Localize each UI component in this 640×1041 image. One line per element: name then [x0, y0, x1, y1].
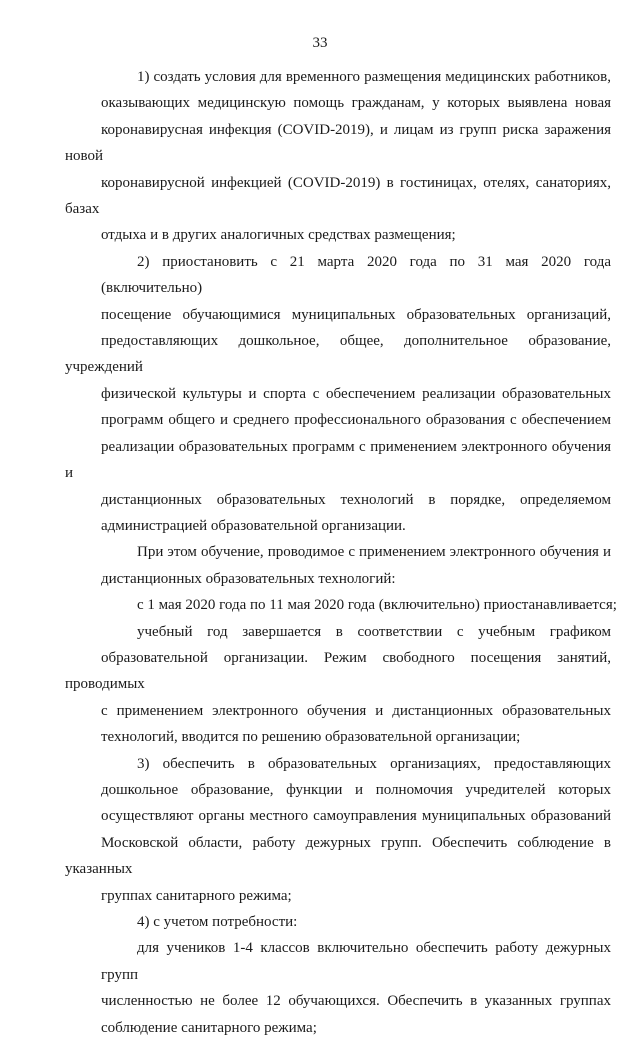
text-line: отдыха и в других аналогичных средствах размещения; — [101, 227, 456, 244]
text-line: программ общего и среднего профессионального образования с обеспечением — [101, 412, 611, 429]
text-line: При этом обучение, проводимое с применением электронного обучения и — [137, 544, 611, 561]
text-line: 3) обеспечить в образовательных организациях, предоставляющих — [137, 755, 611, 772]
document-body — [65, 64, 617, 1041]
paragraph-note — [65, 539, 611, 592]
text-line: 4) с учетом потребности: — [137, 914, 298, 930]
text-line: с применением электронного обучения и дистанционных образовательных — [101, 702, 611, 719]
text-line: численностью не более 12 обучающихся. Обеспечить в указанных группах — [101, 993, 611, 1010]
text-line: дистанционных образовательных технологий в порядке, определяемом — [101, 491, 611, 508]
page-number: 33 — [312, 35, 328, 51]
paragraph-item-3 — [65, 751, 611, 909]
text-line: оказывающих медицинскую помощь гражданам, у которых выявлена новая — [101, 95, 611, 112]
paragraph-item-2 — [65, 249, 611, 539]
text-line: с 1 мая 2020 года по 11 мая 2020 года (включительно) приостанавливается; — [137, 597, 617, 614]
text-line: группах санитарного режима; — [101, 887, 292, 904]
text-line: 2) приостановить с 21 марта 2020 года по 31 мая 2020 года (включительно) — [101, 253, 611, 297]
text-line: коронавирусной инфекцией (COVID-2019) в гостиницах, отелях, санаториях, базах — [65, 174, 611, 218]
paragraph-item-4 — [65, 909, 611, 935]
paragraph-suspension — [65, 592, 617, 618]
text-line: осуществляют органы местного самоуправления муниципальных образований — [101, 808, 611, 825]
text-line: предоставляющих дошкольное, общее, дополнительное образование, учреждений — [65, 333, 611, 376]
text-line: 1) создать условия для временного размещения медицинских работников, — [137, 69, 611, 85]
text-line: администрацией образовательной организации. — [101, 517, 406, 534]
text-line: для учеников 1-4 классов включительно обеспечить работу дежурных групп — [101, 940, 611, 983]
text-line: посещение обучающимися муниципальных образовательных организаций, — [101, 306, 611, 323]
paragraph-school-year — [65, 619, 611, 751]
text-line: коронавирусная инфекция (COVID-2019), и лицам из групп риска заражения новой — [65, 121, 611, 165]
paragraph-item-1 — [65, 64, 611, 249]
text-line: учебный год завершается в соответствии с учебным графиком — [137, 623, 611, 640]
text-line: Московской области, работу дежурных групп. Обеспечить соблюдение в указанных — [65, 834, 611, 878]
paragraph-duty-groups — [65, 935, 611, 1041]
text-line: дошкольное образование, функции и полномочия учредителей которых — [101, 781, 611, 798]
text-line: реализации образовательных программ с применением электронного обучения и — [65, 438, 611, 482]
text-line: физической культуры и спорта с обеспечением реализации образовательных — [101, 385, 611, 402]
text-line: дистанционных образовательных технологий: — [101, 570, 396, 587]
text-line: соблюдение санитарного режима; — [101, 1019, 317, 1036]
text-line: технологий, вводится по решению образовательной организации; — [101, 729, 521, 746]
text-line: образовательной организации. Режим свободного посещения занятий, проводимых — [65, 649, 611, 693]
